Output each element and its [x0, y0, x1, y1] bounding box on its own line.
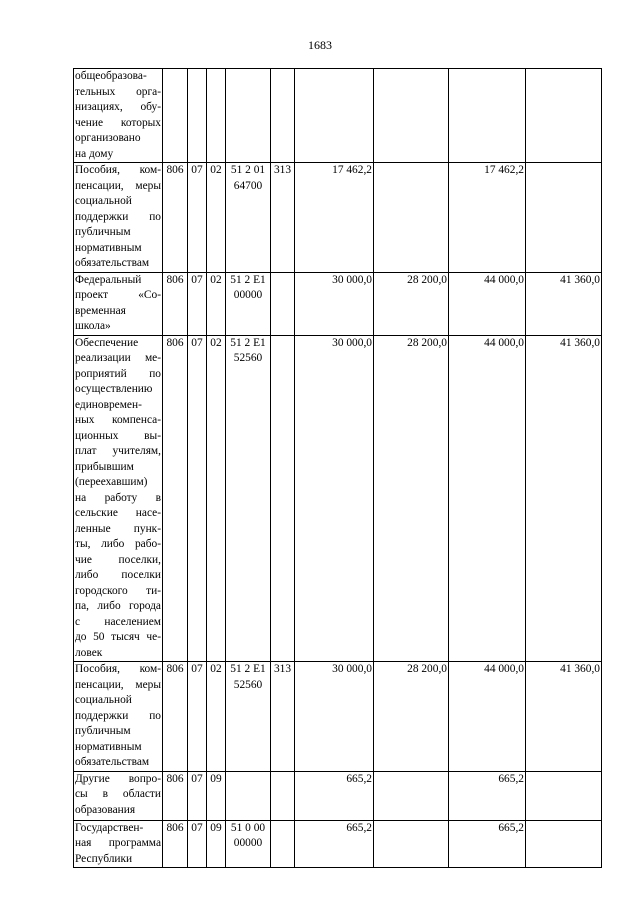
row-name-line: с населением: [75, 615, 161, 628]
amount-2: 28 200,0: [374, 335, 449, 662]
amount-4: [526, 820, 602, 868]
row-name-line: низациях, обу-: [75, 101, 161, 113]
amount-2: [374, 771, 449, 820]
row-name-line: нормативным: [75, 241, 142, 254]
ved-code: [163, 69, 188, 163]
row-name-line: до 50 тысяч че-: [75, 631, 161, 643]
amount-1: 30 000,0: [295, 662, 374, 772]
row-name-line: Республики: [75, 852, 133, 865]
row-name: [74, 69, 163, 163]
section-code: 07: [188, 335, 207, 662]
row-name: [74, 272, 163, 335]
row-name-line: единовремен-: [75, 398, 142, 411]
row-name-line: ты, либо рабо-: [75, 538, 161, 550]
subsection-code: 09: [207, 820, 226, 868]
amount-4: 41 360,0: [526, 335, 602, 662]
target-article-code-part: 51 0 00: [230, 821, 266, 834]
section-code: [188, 69, 207, 163]
row-name-line: поддержки по: [75, 709, 161, 722]
target-article-code-part: 51 2 E1: [230, 273, 266, 286]
target-article-code-part: 00000: [233, 837, 263, 849]
row-name-line: чение которых: [75, 116, 161, 129]
row-name-line: социальной: [75, 195, 132, 207]
row-name-line: осуществлению: [75, 383, 153, 395]
expense-type-code: [271, 69, 295, 163]
ved-code: 806: [163, 771, 188, 820]
section-code: 07: [188, 771, 207, 820]
amount-1: 665,2: [295, 820, 374, 868]
row-name-line: обязательствам: [75, 756, 150, 768]
target-article-code: [226, 272, 271, 335]
amount-1: 30 000,0: [295, 272, 374, 335]
row-name-line: общеобразова-: [75, 70, 147, 82]
amount-3: 665,2: [449, 771, 526, 820]
target-article-code-part: 51 2 E1: [230, 663, 266, 675]
row-name-line: школа»: [75, 320, 111, 332]
amount-4: [526, 163, 602, 273]
row-name: [74, 163, 163, 273]
section-code: 07: [188, 272, 207, 335]
amount-1: [295, 69, 374, 163]
amount-2: [374, 163, 449, 273]
row-name-line: образования: [75, 803, 136, 816]
amount-3: 17 462,2: [449, 163, 526, 273]
amount-4: [526, 69, 602, 163]
section-code: 07: [188, 820, 207, 868]
amount-4: 41 360,0: [526, 662, 602, 772]
amount-2: 28 200,0: [374, 662, 449, 772]
row-name-line: тельных орга-: [75, 85, 161, 98]
row-name-line: публичным: [75, 725, 131, 737]
expense-type-code: [271, 272, 295, 335]
row-name-line: реализации ме-: [75, 352, 161, 364]
row-name-line: чие поселки,: [75, 553, 161, 566]
amount-1: 30 000,0: [295, 335, 374, 662]
section-code: 07: [188, 662, 207, 772]
target-article-code: [226, 771, 271, 820]
row-name: [74, 335, 163, 662]
row-name-line: ных компенса-: [75, 414, 161, 426]
target-article-code: [226, 163, 271, 273]
target-article-code: [226, 662, 271, 772]
row-name-line: обязательствам: [75, 257, 150, 269]
row-name: [74, 820, 163, 868]
ved-code: 806: [163, 662, 188, 772]
budget-table: [73, 68, 602, 868]
row-name-line: Государствен-: [75, 821, 144, 834]
expense-type-code: 313: [271, 662, 295, 772]
subsection-code: 02: [207, 335, 226, 662]
table-row: [74, 820, 602, 868]
row-name-line: Пособия, ком-: [75, 164, 161, 176]
table-row: [74, 163, 602, 273]
amount-4: 41 360,0: [526, 272, 602, 335]
row-name-line: (переехавшим): [75, 476, 148, 488]
target-article-code-part: 52560: [233, 678, 263, 691]
ved-code: 806: [163, 163, 188, 273]
row-name-line: ная программа: [75, 837, 161, 849]
ved-code: 806: [163, 272, 188, 335]
amount-4: [526, 771, 602, 820]
row-name-line: организовано: [75, 132, 141, 144]
row-name-line: пенсации, меры: [75, 678, 161, 691]
amount-2: [374, 820, 449, 868]
target-article-code-part: 64700: [233, 179, 263, 192]
page-number: 1683: [308, 38, 332, 52]
row-name-line: нормативным: [75, 740, 142, 753]
amount-3: 44 000,0: [449, 335, 526, 662]
target-article-code-part: 52560: [233, 352, 263, 364]
target-article-code-part: 51 2 01: [230, 164, 266, 176]
target-article-code-part: 51 2 E1: [230, 336, 266, 349]
row-name-line: социальной: [75, 694, 132, 706]
amount-1: 17 462,2: [295, 163, 374, 273]
row-name-line: на работу в: [75, 491, 161, 504]
row-name-line: ционных вы-: [75, 429, 161, 442]
row-name-line: на дому: [75, 147, 114, 160]
row-name-line: публичным: [75, 226, 131, 238]
row-name-line: пенсации, меры: [75, 179, 161, 192]
amount-2: 28 200,0: [374, 272, 449, 335]
row-name-line: Другие вопро-: [75, 772, 161, 785]
expense-type-code: [271, 335, 295, 662]
expense-type-code: [271, 820, 295, 868]
amount-3: 44 000,0: [449, 662, 526, 772]
row-name-line: сельские насе-: [75, 507, 161, 519]
amount-3: 665,2: [449, 820, 526, 868]
row-name-line: роприятий по: [75, 367, 161, 380]
row-name-line: Обеспечение: [75, 336, 139, 349]
row-name-line: Федеральный: [75, 273, 142, 286]
amount-2: [374, 69, 449, 163]
ved-code: 806: [163, 335, 188, 662]
row-name-line: сы в области: [75, 788, 161, 800]
expense-type-code: 313: [271, 163, 295, 273]
target-article-code: [226, 820, 271, 868]
row-name-line: городского ти-: [75, 584, 161, 597]
expense-type-code: [271, 771, 295, 820]
row-name: [74, 662, 163, 772]
target-article-code-part: 00000: [233, 289, 263, 301]
subsection-code: [207, 69, 226, 163]
target-article-code: [226, 69, 271, 163]
table-row: [74, 335, 602, 662]
subsection-code: 02: [207, 163, 226, 273]
section-code: 07: [188, 163, 207, 273]
row-name-line: поддержки по: [75, 210, 161, 223]
amount-1: 665,2: [295, 771, 374, 820]
row-name-line: проект «Со-: [75, 289, 161, 301]
row-name-line: па, либо города: [75, 600, 161, 612]
amount-3: [449, 69, 526, 163]
table-row: [74, 771, 602, 820]
row-name-line: Пособия, ком-: [75, 663, 161, 675]
table-row: [74, 662, 602, 772]
ved-code: 806: [163, 820, 188, 868]
row-name-line: ловек: [75, 646, 103, 659]
table-row: [74, 272, 602, 335]
row-name-line: временная: [75, 304, 126, 317]
row-name-line: прибывшим: [75, 460, 134, 473]
subsection-code: 02: [207, 662, 226, 772]
table-row: [74, 69, 602, 163]
row-name-line: плат учителям,: [75, 445, 161, 457]
subsection-code: 09: [207, 771, 226, 820]
target-article-code: [226, 335, 271, 662]
subsection-code: 02: [207, 272, 226, 335]
amount-3: 44 000,0: [449, 272, 526, 335]
row-name: [74, 771, 163, 820]
row-name-line: либо поселки: [75, 569, 161, 581]
row-name-line: ленные пунк-: [75, 522, 161, 535]
